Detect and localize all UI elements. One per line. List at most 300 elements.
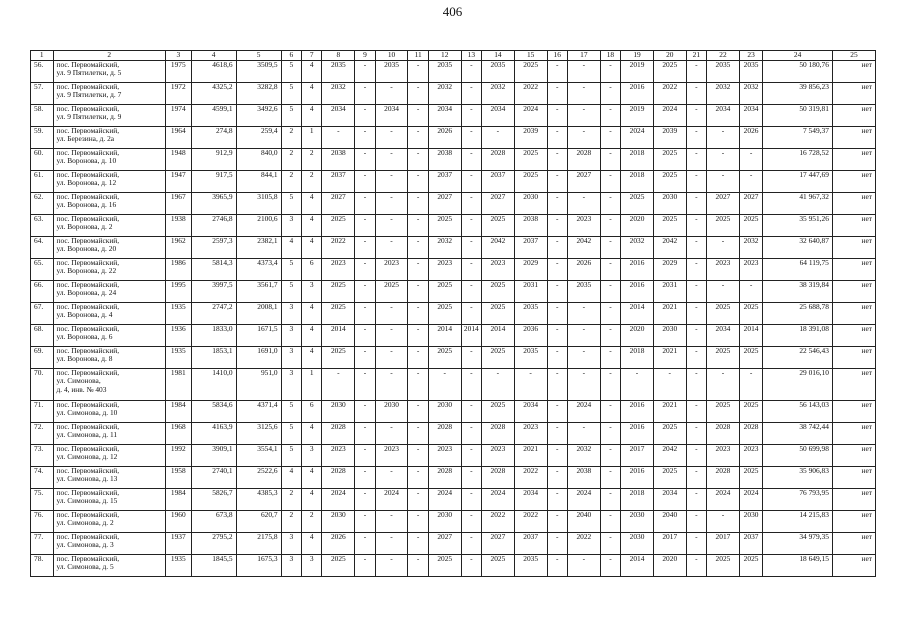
table-row [31, 489, 876, 511]
cell-col-12: 2014 [428, 325, 461, 347]
cell-col-16: - [547, 105, 567, 127]
cell-col-11: - [408, 445, 428, 467]
cell-cost: 50 699,98 [763, 445, 833, 467]
cell-living-area: 844,1 [236, 171, 281, 193]
cell-row-number: 63. [31, 215, 54, 237]
cell-col-22: - [707, 511, 740, 533]
cell-row-number: 59. [31, 127, 54, 149]
cell-floors: 5 [281, 259, 301, 281]
cell-note: нет [832, 303, 875, 325]
cell-build-year: 1960 [166, 511, 192, 533]
cell-col-15: 2025 [514, 171, 547, 193]
cell-col-16: - [547, 215, 567, 237]
cell-col-15: 2037 [514, 237, 547, 259]
address-line: ул. Березина, д. 2а [56, 134, 115, 144]
cell-col-12: 2032 [428, 237, 461, 259]
cell-col-13: - [461, 423, 481, 445]
cell-col-19: 2030 [621, 511, 654, 533]
cell-cost: 32 640,87 [763, 237, 833, 259]
cell-build-year: 1948 [166, 149, 192, 171]
cell-cost: 56 143,03 [763, 401, 833, 423]
cell-address [53, 423, 166, 445]
cell-entrances: 2 [302, 511, 322, 533]
cell-cost: 34 979,35 [763, 533, 833, 555]
cell-col-13: - [461, 259, 481, 281]
table-row [31, 511, 876, 533]
cell-entrances: 4 [302, 347, 322, 369]
cell-col-14: 2027 [482, 533, 515, 555]
cell-address [53, 215, 166, 237]
cell-col-17: - [567, 325, 600, 347]
cell-total-area: 5826,7 [191, 489, 236, 511]
cell-col-22: 2023 [707, 445, 740, 467]
cell-build-year: 1968 [166, 423, 192, 445]
cell-cost: 29 016,10 [763, 369, 833, 401]
address-line: пос. Первомайский, [56, 214, 120, 223]
cell-col-22: 2025 [707, 303, 740, 325]
cell-col-16: - [547, 445, 567, 467]
cell-address [53, 511, 166, 533]
column-header-23: 23 [739, 51, 763, 61]
cell-col-9: - [355, 61, 375, 83]
cell-col-21: - [686, 347, 706, 369]
address-line: пос. Первомайский, [56, 488, 120, 497]
cell-entrances: 3 [302, 555, 322, 577]
cell-col-11: - [408, 511, 428, 533]
cell-cost: 17 447,69 [763, 171, 833, 193]
cell-col-20: - [653, 369, 686, 401]
table-row [31, 281, 876, 303]
column-header-24: 24 [763, 51, 833, 61]
cell-col-14: 2042 [482, 237, 515, 259]
cell-col-18: - [600, 533, 620, 555]
cell-total-area: 2795,2 [191, 533, 236, 555]
table-row [31, 61, 876, 83]
cell-col-13: - [461, 193, 481, 215]
cell-col-17: 2026 [567, 259, 600, 281]
cell-address [53, 489, 166, 511]
cell-cost: 38 319,84 [763, 281, 833, 303]
cell-build-year: 1992 [166, 445, 192, 467]
cell-col-8: 2023 [322, 259, 355, 281]
table-row [31, 259, 876, 281]
cell-col-11: - [408, 325, 428, 347]
cell-cost: 35 951,26 [763, 215, 833, 237]
cell-floors: 5 [281, 281, 301, 303]
address-line: ул. Воронова, д. 22 [56, 266, 117, 276]
cell-col-9: - [355, 171, 375, 193]
cell-floors: 5 [281, 61, 301, 83]
cell-col-13: - [461, 127, 481, 149]
cell-col-8: 2025 [322, 281, 355, 303]
address-line: ул. 9 Пятилетки, д. 5 [56, 68, 122, 78]
cell-build-year: 1937 [166, 533, 192, 555]
cell-note: нет [832, 215, 875, 237]
cell-col-12: 2030 [428, 511, 461, 533]
cell-col-11: - [408, 171, 428, 193]
cell-col-21: - [686, 445, 706, 467]
cell-col-12: 2027 [428, 193, 461, 215]
cell-entrances: 6 [302, 401, 322, 423]
cell-floors: 2 [281, 127, 301, 149]
cell-col-9: - [355, 215, 375, 237]
cell-col-9: - [355, 555, 375, 577]
cell-build-year: 1981 [166, 369, 192, 401]
cell-col-21: - [686, 215, 706, 237]
cell-col-13: - [461, 171, 481, 193]
cell-col-20: 2030 [653, 193, 686, 215]
cell-col-12: 2023 [428, 259, 461, 281]
cell-address [53, 193, 166, 215]
cell-col-8: 2023 [322, 445, 355, 467]
cell-col-17: - [567, 105, 600, 127]
cell-col-9: - [355, 281, 375, 303]
cell-col-10: - [375, 237, 408, 259]
cell-col-20: 2021 [653, 401, 686, 423]
cell-col-22: - [707, 127, 740, 149]
cell-col-8: 2028 [322, 467, 355, 489]
cell-col-21: - [686, 259, 706, 281]
cell-col-12: 2025 [428, 347, 461, 369]
cell-col-22: - [707, 237, 740, 259]
address-line: ул. Воронова, д. 20 [56, 244, 117, 254]
address-line: ул. Симонова, [56, 376, 101, 386]
cell-col-21: - [686, 369, 706, 401]
column-header-20: 20 [653, 51, 686, 61]
cell-col-15: 2039 [514, 127, 547, 149]
address-line: пос. Первомайский, [56, 510, 120, 519]
cell-address [53, 171, 166, 193]
cell-col-20: 2025 [653, 423, 686, 445]
cell-col-19: 2030 [621, 533, 654, 555]
cell-col-20: 2025 [653, 61, 686, 83]
cell-col-20: 2034 [653, 489, 686, 511]
cell-row-number: 78. [31, 555, 54, 577]
column-header-5: 5 [236, 51, 281, 61]
cell-build-year: 1935 [166, 303, 192, 325]
cell-row-number: 56. [31, 61, 54, 83]
cell-col-10: 2030 [375, 401, 408, 423]
cell-col-22: - [707, 149, 740, 171]
cell-col-14: 2025 [482, 401, 515, 423]
cell-col-12: 2032 [428, 83, 461, 105]
cell-col-15: 2022 [514, 83, 547, 105]
cell-col-23: 2027 [739, 193, 763, 215]
cell-total-area: 274,8 [191, 127, 236, 149]
cell-col-23: 2025 [739, 467, 763, 489]
cell-col-21: - [686, 193, 706, 215]
cell-col-15: 2035 [514, 303, 547, 325]
cell-col-15: 2029 [514, 259, 547, 281]
address-line: ул. Симонова, д. 10 [56, 408, 118, 418]
cell-note: нет [832, 467, 875, 489]
cell-floors: 2 [281, 511, 301, 533]
column-header-3: 3 [166, 51, 192, 61]
cell-col-8: 2025 [322, 555, 355, 577]
cell-col-17: - [567, 83, 600, 105]
cell-col-13: - [461, 105, 481, 127]
cell-col-18: - [600, 369, 620, 401]
cell-col-11: - [408, 105, 428, 127]
cell-col-18: - [600, 303, 620, 325]
cell-col-18: - [600, 489, 620, 511]
cell-col-13: - [461, 369, 481, 401]
cell-col-8: 2037 [322, 171, 355, 193]
cell-address [53, 83, 166, 105]
cell-total-area: 2740,1 [191, 467, 236, 489]
cell-col-13: - [461, 149, 481, 171]
address-line: д. 4, инв. № 403 [56, 384, 107, 394]
cell-col-16: - [547, 347, 567, 369]
column-header-19: 19 [621, 51, 654, 61]
cell-col-10: - [375, 127, 408, 149]
cell-address [53, 401, 166, 423]
cell-col-16: - [547, 511, 567, 533]
cell-col-9: - [355, 401, 375, 423]
cell-note: нет [832, 511, 875, 533]
cell-col-17: - [567, 347, 600, 369]
cell-cost: 50 180,76 [763, 61, 833, 83]
cell-col-19: 2020 [621, 325, 654, 347]
cell-note: нет [832, 281, 875, 303]
cell-col-8: 2025 [322, 347, 355, 369]
cell-entrances: 4 [302, 325, 322, 347]
cell-row-number: 66. [31, 281, 54, 303]
cell-col-19: 2025 [621, 193, 654, 215]
cell-col-13: - [461, 281, 481, 303]
cell-note: нет [832, 193, 875, 215]
cell-col-8: 2025 [322, 215, 355, 237]
cell-living-area: 259,4 [236, 127, 281, 149]
cell-col-13: - [461, 511, 481, 533]
cell-col-16: - [547, 533, 567, 555]
cell-col-18: - [600, 423, 620, 445]
cell-col-11: - [408, 149, 428, 171]
cell-col-20: 2030 [653, 325, 686, 347]
cell-col-20: 2021 [653, 303, 686, 325]
cell-address [53, 105, 166, 127]
cell-address [53, 149, 166, 171]
address-line: пос. Первомайский, [56, 148, 120, 157]
cell-note: нет [832, 83, 875, 105]
column-header-13: 13 [461, 51, 481, 61]
cell-floors: 2 [281, 171, 301, 193]
cell-col-17: 2042 [567, 237, 600, 259]
cell-build-year: 1984 [166, 401, 192, 423]
cell-col-13: - [461, 555, 481, 577]
cell-col-20: 2029 [653, 259, 686, 281]
address-line: пос. Первомайский, [56, 170, 120, 179]
cell-build-year: 1972 [166, 83, 192, 105]
cell-col-18: - [600, 193, 620, 215]
cell-entrances: 4 [302, 467, 322, 489]
cell-col-14: - [482, 369, 515, 401]
cell-floors: 5 [281, 105, 301, 127]
table-row [31, 303, 876, 325]
cell-build-year: 1984 [166, 489, 192, 511]
cell-col-20: 2031 [653, 281, 686, 303]
housing-repair-table [30, 50, 876, 577]
cell-floors: 3 [281, 347, 301, 369]
cell-total-area: 4325,2 [191, 83, 236, 105]
cell-col-20: 2024 [653, 105, 686, 127]
cell-row-number: 62. [31, 193, 54, 215]
address-line: пос. Первомайский, [56, 258, 120, 267]
cell-col-20: 2021 [653, 347, 686, 369]
cell-col-10: - [375, 467, 408, 489]
cell-col-16: - [547, 149, 567, 171]
address-line: ул. Воронова, д. 24 [56, 288, 117, 298]
cell-cost: 18 649,15 [763, 555, 833, 577]
cell-col-19: 2018 [621, 489, 654, 511]
address-line: ул. Симонова, д. 2 [56, 518, 114, 528]
cell-row-number: 70. [31, 369, 54, 401]
cell-col-21: - [686, 325, 706, 347]
cell-col-8: 2022 [322, 237, 355, 259]
cell-col-11: - [408, 259, 428, 281]
cell-living-area: 951,0 [236, 369, 281, 401]
cell-col-14: 2025 [482, 555, 515, 577]
address-line: ул. Воронова, д. 4 [56, 310, 113, 320]
cell-col-12: 2025 [428, 215, 461, 237]
cell-col-19: 2016 [621, 467, 654, 489]
cell-col-15: 2035 [514, 555, 547, 577]
cell-col-18: - [600, 127, 620, 149]
cell-entrances: 4 [302, 237, 322, 259]
cell-col-13: - [461, 83, 481, 105]
cell-col-21: - [686, 105, 706, 127]
address-line: пос. Первомайский, [56, 444, 120, 453]
cell-note: нет [832, 325, 875, 347]
cell-col-12: 2025 [428, 555, 461, 577]
cell-col-9: - [355, 127, 375, 149]
address-line: пос. Первомайский, [56, 104, 120, 113]
cell-entrances: 4 [302, 193, 322, 215]
cell-address [53, 445, 166, 467]
address-line: ул. Воронова, д. 6 [56, 332, 113, 342]
cell-entrances: 6 [302, 259, 322, 281]
cell-row-number: 72. [31, 423, 54, 445]
cell-col-23: - [739, 369, 763, 401]
cell-col-16: - [547, 61, 567, 83]
cell-col-17: - [567, 555, 600, 577]
cell-cost: 16 728,52 [763, 149, 833, 171]
table-row [31, 105, 876, 127]
cell-col-14: 2025 [482, 215, 515, 237]
column-header-22: 22 [707, 51, 740, 61]
cell-col-13: - [461, 489, 481, 511]
address-line: пос. Первомайский, [56, 280, 120, 289]
cell-total-area: 4618,6 [191, 61, 236, 83]
cell-address [53, 303, 166, 325]
cell-col-8: - [322, 369, 355, 401]
cell-col-17: - [567, 423, 600, 445]
cell-col-22: 2025 [707, 347, 740, 369]
cell-build-year: 1974 [166, 105, 192, 127]
cell-col-11: - [408, 127, 428, 149]
cell-col-21: - [686, 533, 706, 555]
cell-total-area: 1845,5 [191, 555, 236, 577]
column-header-16: 16 [547, 51, 567, 61]
cell-col-9: - [355, 83, 375, 105]
cell-col-11: - [408, 237, 428, 259]
cell-col-12: 2035 [428, 61, 461, 83]
cell-col-14: 2035 [482, 61, 515, 83]
cell-floors: 3 [281, 369, 301, 401]
cell-col-18: - [600, 445, 620, 467]
cell-col-23: - [739, 171, 763, 193]
cell-col-22: 2028 [707, 423, 740, 445]
cell-total-area: 1833,0 [191, 325, 236, 347]
cell-col-20: 2022 [653, 83, 686, 105]
cell-col-15: 2021 [514, 445, 547, 467]
cell-col-9: - [355, 149, 375, 171]
cell-col-17: - [567, 369, 600, 401]
cell-col-11: - [408, 281, 428, 303]
cell-col-9: - [355, 489, 375, 511]
cell-col-14: 2024 [482, 489, 515, 511]
cell-living-area: 2100,6 [236, 215, 281, 237]
column-header-17: 17 [567, 51, 600, 61]
cell-col-16: - [547, 555, 567, 577]
cell-col-11: - [408, 303, 428, 325]
column-header-14: 14 [482, 51, 515, 61]
cell-col-19: 2019 [621, 61, 654, 83]
cell-col-23: 2032 [739, 237, 763, 259]
cell-build-year: 1962 [166, 237, 192, 259]
cell-col-22: 2024 [707, 489, 740, 511]
cell-col-18: - [600, 401, 620, 423]
cell-col-19: 2016 [621, 259, 654, 281]
cell-entrances: 4 [302, 533, 322, 555]
cell-note: нет [832, 149, 875, 171]
cell-col-23: 2026 [739, 127, 763, 149]
cell-floors: 2 [281, 149, 301, 171]
cell-col-11: - [408, 423, 428, 445]
table-row [31, 369, 876, 401]
cell-total-area: 912,9 [191, 149, 236, 171]
cell-col-21: - [686, 237, 706, 259]
cell-col-9: - [355, 511, 375, 533]
address-line: ул. Воронова, д. 10 [56, 156, 117, 166]
cell-entrances: 4 [302, 489, 322, 511]
cell-col-17: 2032 [567, 445, 600, 467]
cell-col-10: - [375, 171, 408, 193]
column-header-6: 6 [281, 51, 301, 61]
cell-col-10: - [375, 215, 408, 237]
table-row [31, 149, 876, 171]
cell-address [53, 555, 166, 577]
address-line: пос. Первомайский, [56, 554, 120, 563]
address-line: пос. Первомайский, [56, 192, 120, 201]
cell-row-number: 61. [31, 171, 54, 193]
cell-col-10: 2023 [375, 259, 408, 281]
cell-col-10: - [375, 303, 408, 325]
cell-col-10: - [375, 555, 408, 577]
cell-col-21: - [686, 511, 706, 533]
cell-col-11: - [408, 369, 428, 401]
address-line: ул. 9 Пятилетки, д. 9 [56, 112, 122, 122]
column-header-1: 1 [31, 51, 54, 61]
cell-col-18: - [600, 105, 620, 127]
table-row [31, 423, 876, 445]
cell-row-number: 58. [31, 105, 54, 127]
column-number-header [31, 51, 876, 61]
cell-col-19: 2016 [621, 281, 654, 303]
cell-col-10: - [375, 423, 408, 445]
cell-living-area: 2522,6 [236, 467, 281, 489]
cell-col-23: 2035 [739, 61, 763, 83]
